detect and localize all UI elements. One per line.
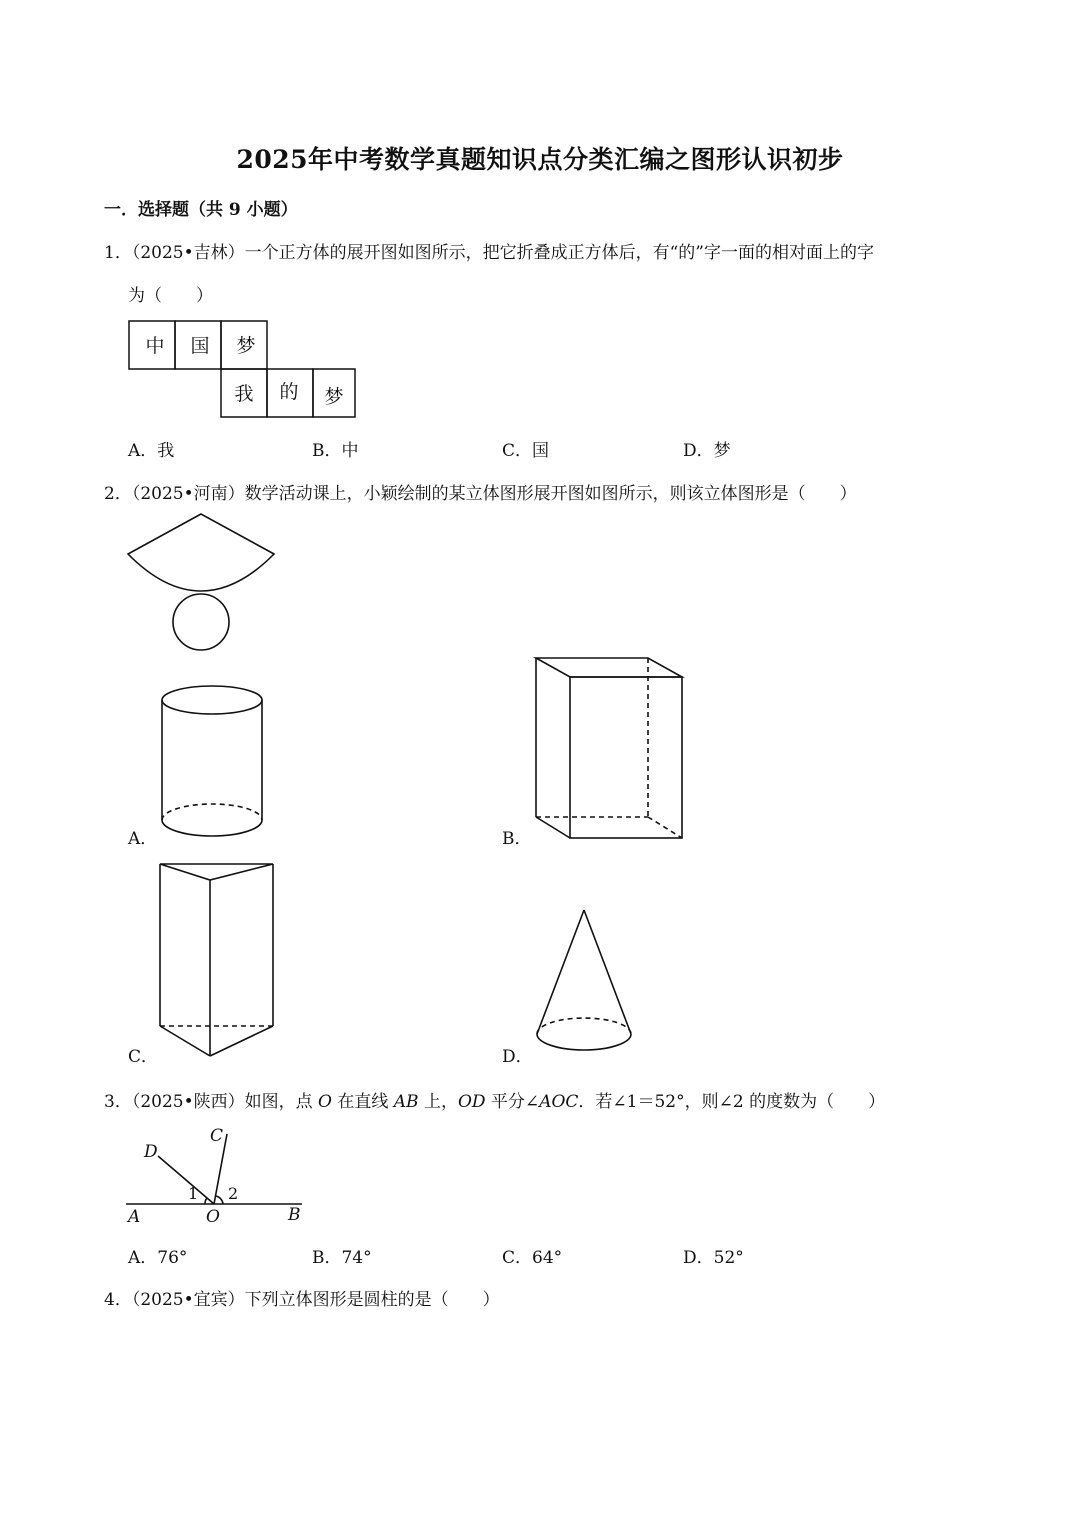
question-3-text: 3．（2025•陕西）如图，点 O 在直线 AB 上，OD 平分∠AOC．若∠1＝52°，则∠2 的度数为（ ） bbox=[104, 1092, 886, 1112]
q2-option-a[interactable]: A． bbox=[128, 829, 158, 849]
section-heading: 一．选择题（共 9 小题） bbox=[104, 200, 298, 220]
question-2-text: 2．（2025•河南）数学活动课上，小颖绘制的某立体图形展开图如图所示，则该立体图形是（ ） bbox=[104, 484, 857, 504]
q2-option-d[interactable]: D． bbox=[502, 1047, 533, 1067]
q3-option-d[interactable]: D．52° bbox=[683, 1248, 744, 1268]
triangular-prism-figure bbox=[158, 860, 276, 1060]
label-angle-2: 2 bbox=[228, 1184, 239, 1203]
question-4-text: 4．（2025•宜宾）下列立体图形是圆柱的是（ ） bbox=[104, 1290, 500, 1310]
q1-option-b[interactable]: B．中 bbox=[312, 441, 359, 461]
label-b: B bbox=[288, 1205, 301, 1225]
net-char: 中 bbox=[145, 335, 165, 357]
label-c: C bbox=[210, 1126, 224, 1146]
net-char: 国 bbox=[190, 335, 210, 357]
sector-shape bbox=[128, 514, 274, 591]
cylinder-figure bbox=[160, 682, 266, 838]
net-char: 梦 bbox=[324, 386, 344, 408]
question-1-text-cont: 为（ ） bbox=[128, 286, 213, 306]
cone-net-figure bbox=[126, 512, 278, 654]
cube-net-figure bbox=[128, 320, 358, 420]
angle-figure bbox=[124, 1124, 308, 1228]
net-char: 的 bbox=[279, 381, 299, 403]
q3-option-c[interactable]: C．64° bbox=[502, 1248, 563, 1268]
base-circle bbox=[173, 594, 229, 650]
label-a: A bbox=[128, 1207, 141, 1227]
q2-option-b[interactable]: B． bbox=[502, 829, 532, 849]
cone-figure bbox=[534, 908, 634, 1062]
net-char: 梦 bbox=[236, 335, 256, 357]
page-title: 2025年中考数学真题知识点分类汇编之图形认识初步 bbox=[236, 145, 844, 174]
q2-option-c[interactable]: C． bbox=[128, 1047, 159, 1067]
angle-1-arc bbox=[205, 1198, 207, 1204]
question-1-text: 1．（2025•吉林）一个正方体的展开图如图所示，把它折叠成正方体后，有“的”字一面的相对面上的字 bbox=[104, 243, 874, 263]
q1-option-d[interactable]: D．梦 bbox=[683, 441, 731, 461]
q1-option-c[interactable]: C．国 bbox=[502, 441, 550, 461]
label-o: O bbox=[206, 1207, 220, 1227]
q3-option-b[interactable]: B．74° bbox=[312, 1248, 372, 1268]
q1-option-a[interactable]: A．我 bbox=[128, 441, 175, 461]
ray-od bbox=[158, 1156, 214, 1204]
q3-option-a[interactable]: A．76° bbox=[128, 1248, 188, 1268]
rectangular-prism-figure bbox=[534, 656, 686, 842]
angle-2-arc bbox=[216, 1196, 223, 1204]
label-d: D bbox=[144, 1142, 158, 1162]
label-angle-1: 1 bbox=[188, 1184, 199, 1203]
net-char: 我 bbox=[234, 383, 254, 405]
